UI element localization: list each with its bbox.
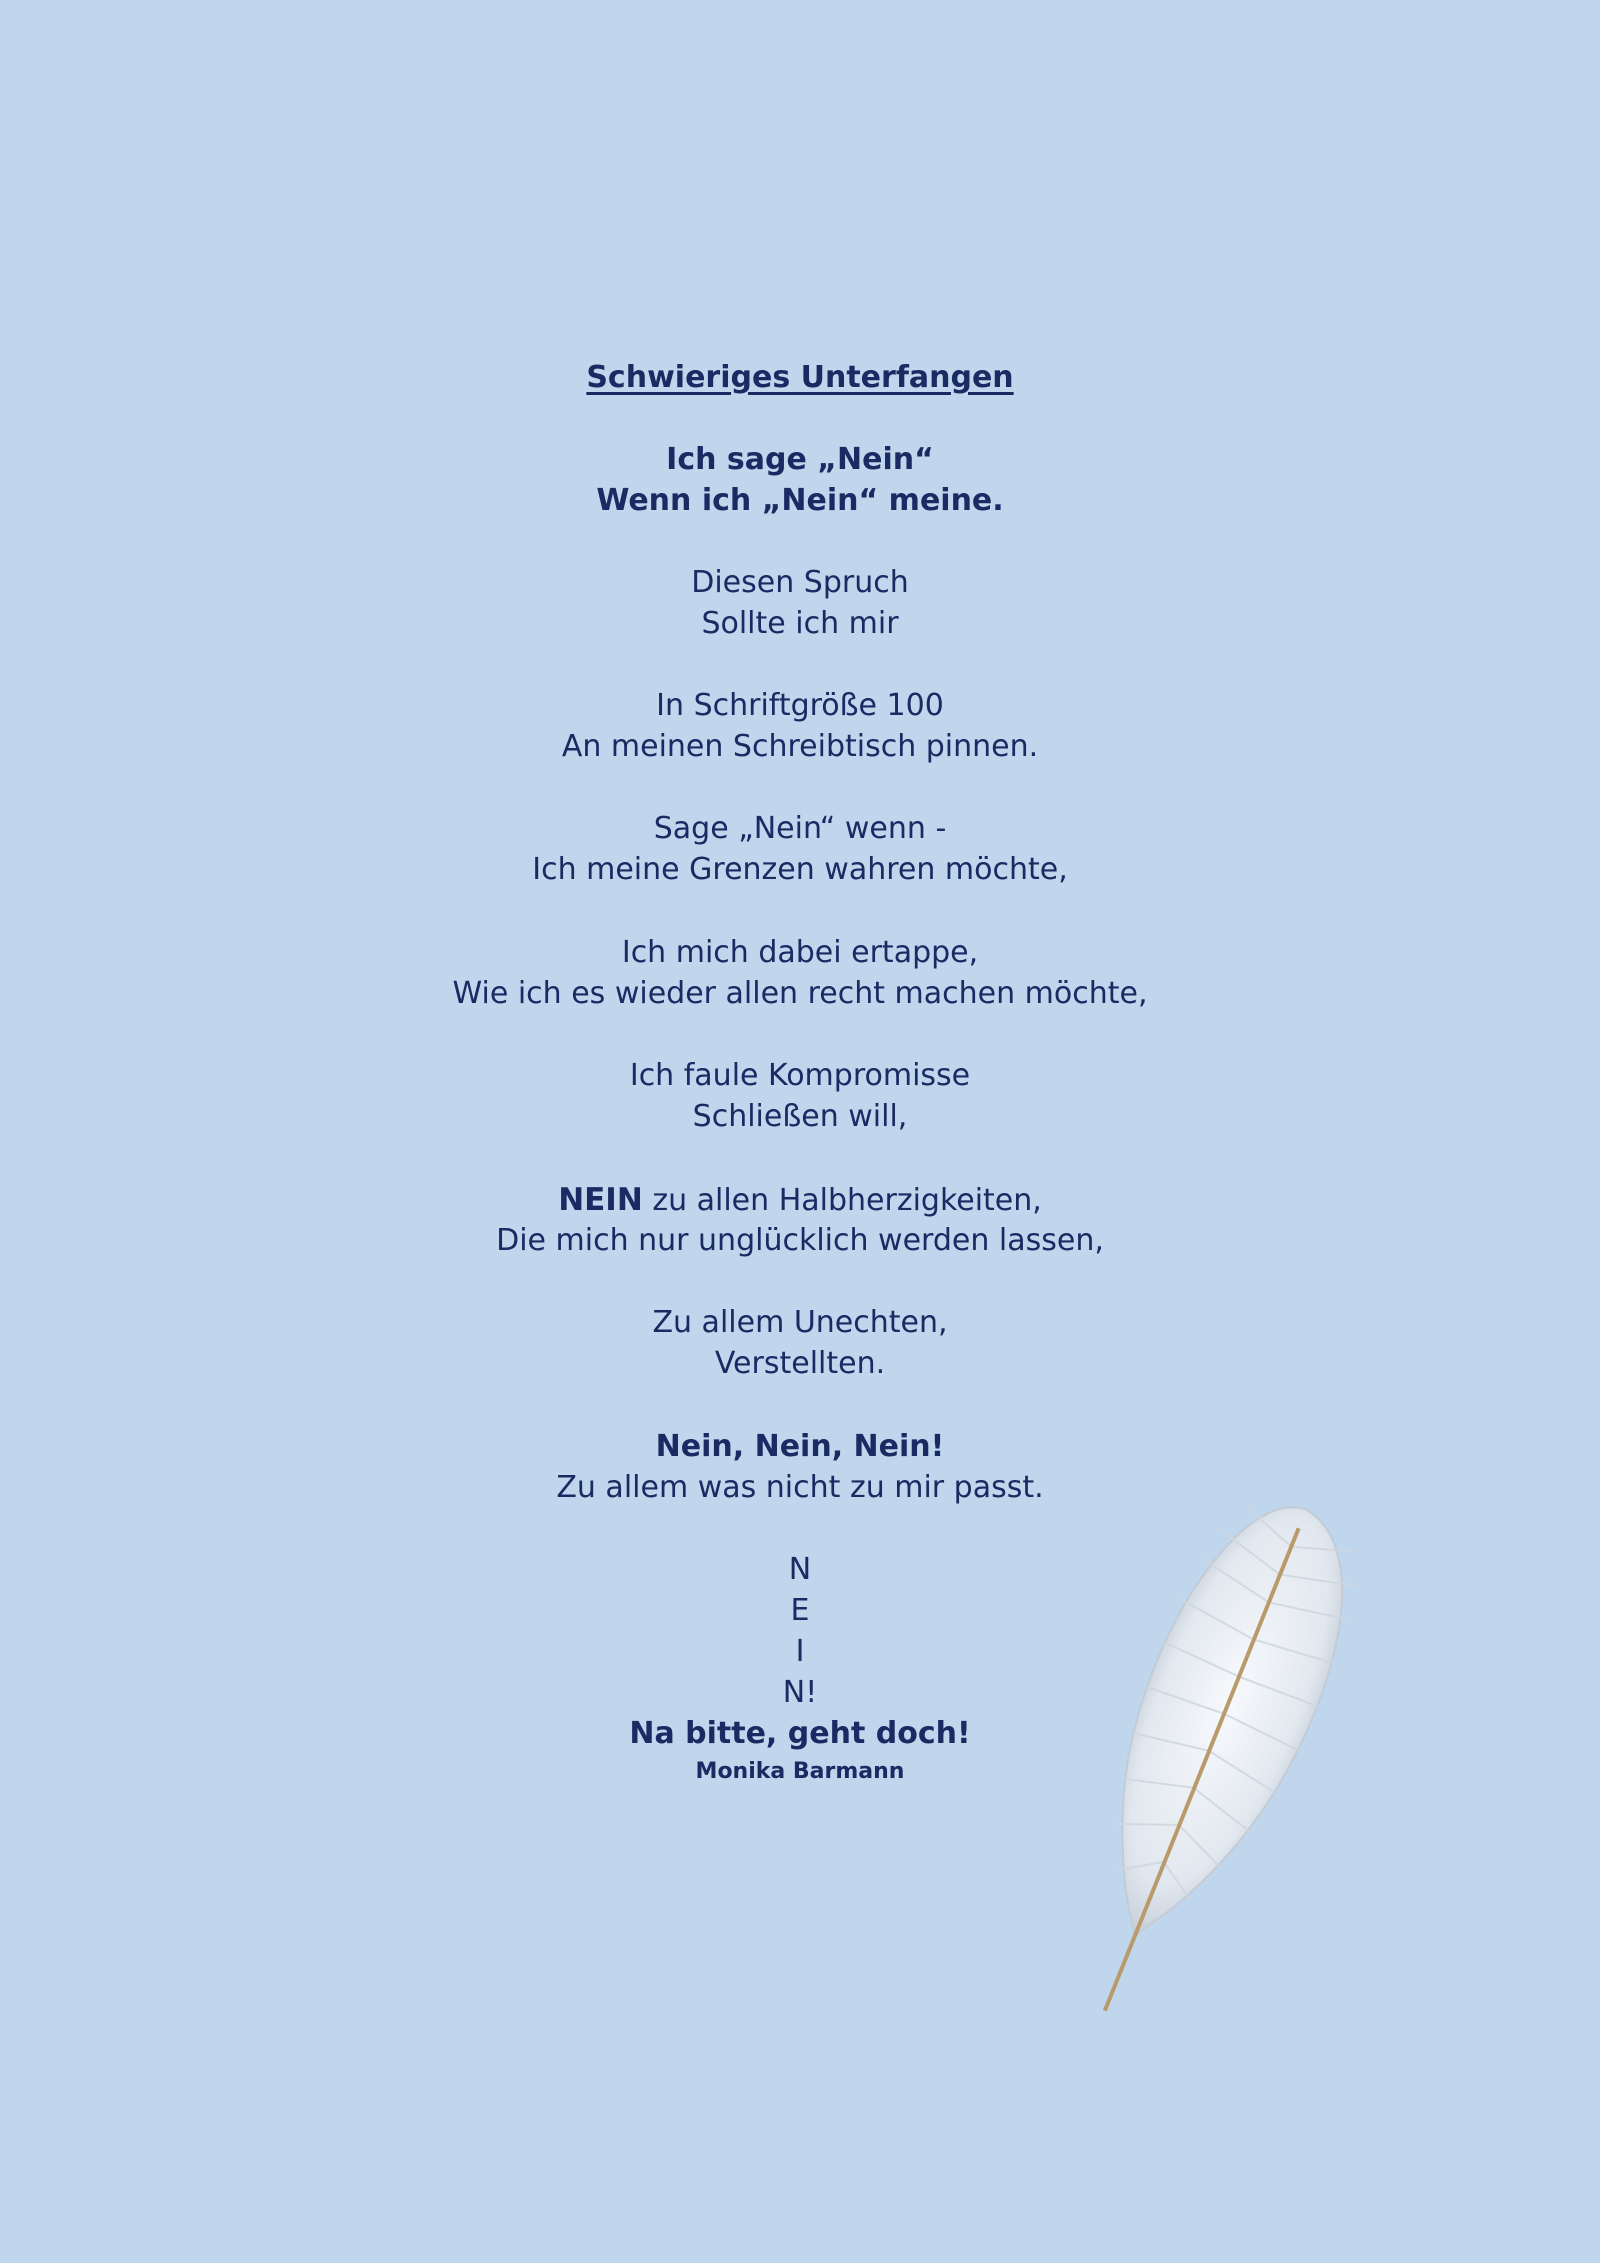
- vertical-letter-n-exclaim: N!: [782, 1675, 818, 1710]
- stanza-1-line-1: Ich sage „Nein“: [666, 442, 934, 477]
- vertical-letter-i: I: [795, 1634, 805, 1669]
- stanza-7-line-1: [0, 1180, 1600, 1221]
- vertical-letter-e: E: [790, 1593, 810, 1628]
- stanza-2-line-1: Diesen Spruch: [691, 565, 909, 600]
- stanza-5-line-1: Ich mich dabei ertappe,: [621, 935, 979, 970]
- stanza-3-line-2: An meinen Schreibtisch pinnen.: [561, 729, 1039, 764]
- stanza-4-line-1: Sage „Nein“ wenn -: [653, 811, 947, 846]
- vertical-letter-n: N: [788, 1552, 812, 1587]
- stanza-4-line-2: Ich meine Grenzen wahren möchte,: [532, 852, 1068, 887]
- stanza-1-line-2: Wenn ich „Nein“ meine.: [596, 483, 1004, 518]
- stanza-8-line-1: Zu allem Unechten,: [652, 1305, 948, 1340]
- feather-illustration: [1030, 1470, 1380, 2050]
- stanza-6-line-2: Schließen will,: [692, 1099, 908, 1134]
- stanza-9-line-1: Nein, Nein, Nein!: [655, 1429, 945, 1464]
- stanza-9-line-2: Zu allem was nicht zu mir passt.: [556, 1470, 1044, 1505]
- stanza-3-line-1: In Schriftgröße 100: [656, 688, 944, 723]
- closing-line: Na bitte, geht doch!: [629, 1716, 971, 1751]
- stanza-7-line-2: Die mich nur unglücklich werden lassen,: [496, 1223, 1104, 1258]
- author-name: Monika Barmann: [695, 1759, 905, 1784]
- stanza-6-line-1: Ich faule Kompromisse: [629, 1058, 971, 1093]
- stanza-5-line-2: Wie ich es wieder allen recht machen möchte,: [452, 976, 1148, 1011]
- stanza-2-line-2: Sollte ich mir: [701, 606, 899, 641]
- stanza-8-line-2: Verstellten.: [714, 1346, 886, 1381]
- stanza-7-line-1-rest: zu allen Halbherzigkeiten,: [642, 1183, 1042, 1218]
- nein-emphasis: NEIN: [558, 1182, 643, 1218]
- poem-title: Schwieriges Unterfangen: [586, 360, 1014, 395]
